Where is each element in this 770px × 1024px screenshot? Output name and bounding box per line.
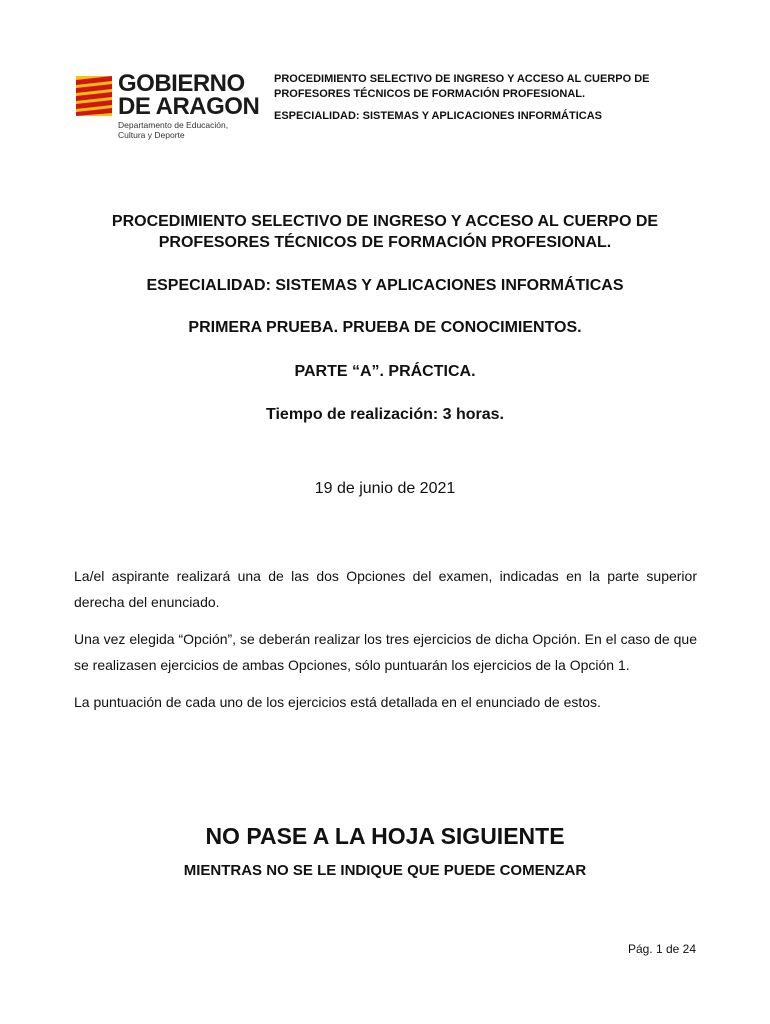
title-line1: PROCEDIMIENTO SELECTIVO DE INGRESO Y ACCESO AL CUERPO DE <box>111 213 659 230</box>
title-time: Tiempo de realización: 3 horas. <box>266 406 504 423</box>
title-block <box>60 211 710 424</box>
title-test: PRIMERA PRUEBA. PRUEBA DE CONOCIMIENTOS. <box>188 319 582 336</box>
header-procedure: PROCEDIMIENTO SELECTIVO DE INGRESO Y ACCESO AL CUERPO DE PROFESORES TÉCNICOS DE FORMACIÓN PROFESIONAL. <box>274 73 650 100</box>
logo-dept-line2: Cultura y Deporte <box>118 129 185 140</box>
exam-date: 19 de junio de 2021 <box>314 480 456 497</box>
warning-subtitle: MIENTRAS NO SE LE INDIQUE QUE PUEDE COMENZAR <box>183 862 587 879</box>
title-line2: PROFESORES TÉCNICOS DE FORMACIÓN PROFESIONAL. <box>158 234 612 251</box>
title-part: PARTE “A”. PRÁCTICA. <box>294 363 476 380</box>
logo-name-line2: DE ARAGON <box>118 93 260 120</box>
title-procedure <box>60 211 710 253</box>
logo-name <box>118 72 259 118</box>
page-number: Pág. 1 de 24 <box>627 942 696 956</box>
logo-name-line1: GOBIERNO <box>118 70 245 97</box>
logo-department <box>118 121 228 140</box>
title-specialty: ESPECIALIDAD: SISTEMAS Y APLICACIONES INFORMÁTICAS <box>146 277 624 294</box>
gobierno-aragon-logo <box>76 72 266 144</box>
instruction-paragraph: La/el aspirante realizará una de las dos Opciones del examen, indicadas en la parte superior derecha del enunciado. <box>74 568 697 610</box>
logo-dept-line1: Departamento de Educación, <box>118 120 229 130</box>
instruction-paragraph: La puntuación de cada uno de los ejercicios está detallada en el enunciado de estos. <box>74 694 601 710</box>
document-header <box>76 68 696 148</box>
instruction-paragraph: Una vez elegida “Opción”, se deberán realizar los tres ejercicios de dicha Opción. En el caso de que se realizasen ejercicios de ambas Opciones, sólo puntuarán los ejercicios de la Opción 1. <box>74 631 697 673</box>
aragon-emblem-icon <box>76 76 112 116</box>
instructions <box>74 563 697 726</box>
header-specialty: ESPECIALIDAD: SISTEMAS Y APLICACIONES INFORMÁTICAS <box>274 110 602 122</box>
warning-title: NO PASE A LA HOJA SIGUIENTE <box>205 823 565 849</box>
header-text <box>274 72 694 124</box>
